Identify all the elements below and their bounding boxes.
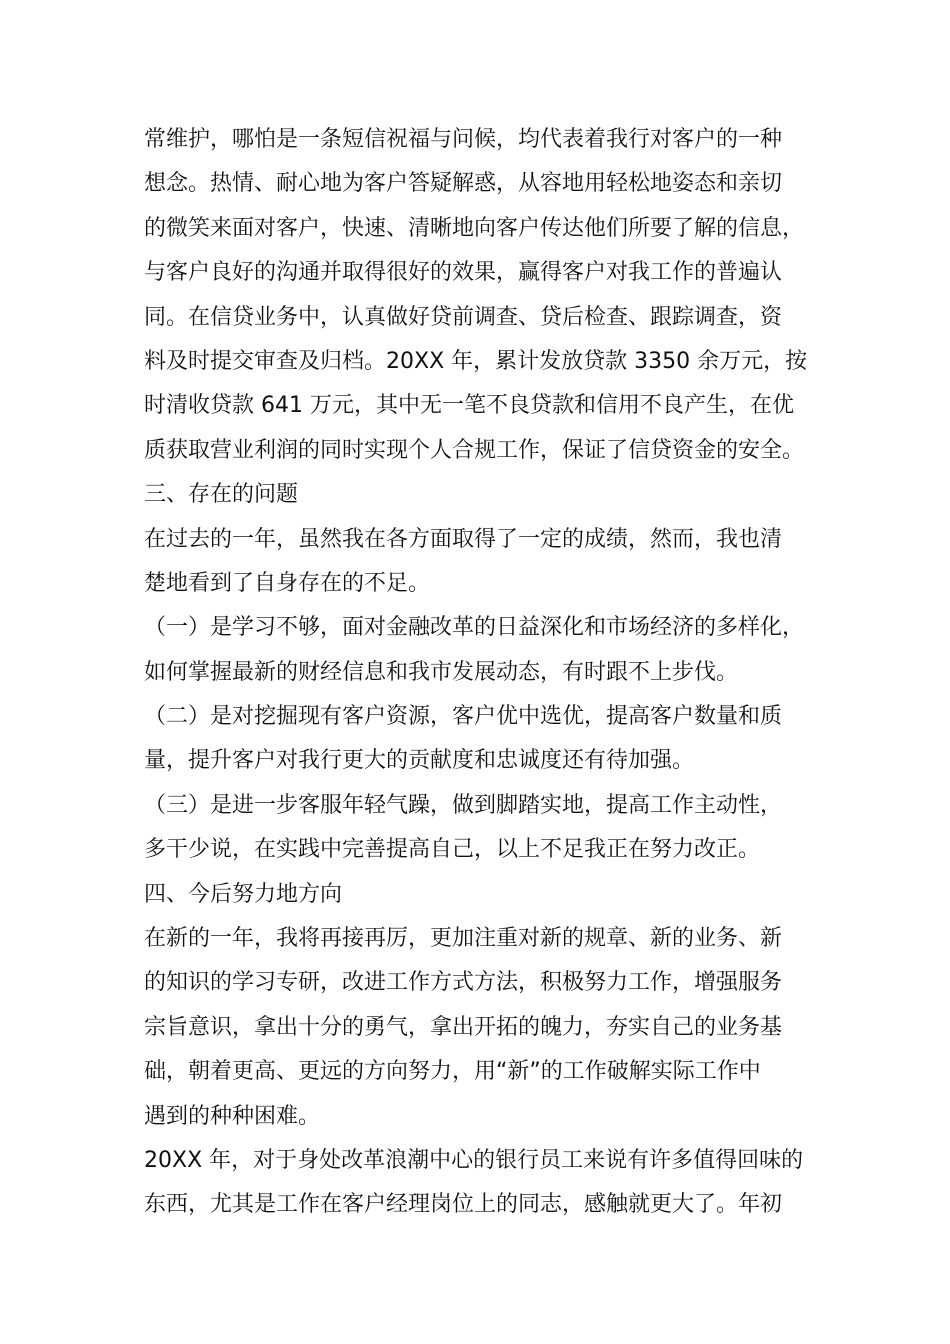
text-line: 常维护，哪怕是一条短信祝福与问候，均代表着我行对客户的一种: [144, 127, 783, 152]
text-line: 与客户良好的沟通并取得很好的效果，赢得客户对我工作的普遍认: [144, 260, 783, 286]
text-line: 时清收贷款 641 万元，其中无一笔不良贷款和信用不良产生，在优: [144, 393, 794, 419]
text-line: 楚地看到了自身存在的不足。: [144, 570, 431, 596]
text-line: 质获取营业利润的同时实现个人合规工作，保证了信贷资金的安全。: [144, 437, 805, 463]
text-line: 的微笑来面对客户，快速、清晰地向客户传达他们所要了解的信息，: [144, 215, 805, 241]
text-line: 东西，尤其是工作在客户经理岗位上的同志，感触就更大了。年初: [144, 1192, 783, 1218]
text-line: 如何掌握最新的财经信息和我市发展动态，有时跟不上步伐。: [144, 659, 739, 685]
document-body: [144, 118, 824, 1228]
text-line: 同。在信贷业务中，认真做好贷前调查、贷后检查、跟踪调查，资: [144, 304, 783, 330]
text-line: 宗旨意识，拿出十分的勇气，拿出开拓的魄力，夯实自己的业务基: [144, 1014, 783, 1040]
text-line: 量，提升客户对我行更大的贡献度和忠诚度还有待加强。: [144, 748, 695, 774]
text-line: 多干少说，在实践中完善提高自己，以上不足我正在努力改正。: [144, 837, 761, 863]
list-item: （三）是进一步客服年轻气躁，做到脚踏实地，提高工作主动性，: [144, 792, 783, 818]
text-line: 遇到的种种困难。: [144, 1103, 321, 1129]
section-heading: 四、今后努力地方向: [144, 881, 343, 907]
text-line: 20XX 年，对于身处改革浪潮中心的银行员工来说有许多值得回味的: [144, 1147, 804, 1173]
text-line: 的知识的学习专研，改进工作方式方法，积极努力工作，增强服务: [144, 970, 783, 996]
text-line: 在过去的一年，虽然我在各方面取得了一定的成绩，然而，我也清: [144, 526, 783, 552]
text-line: 料及时提交审查及归档。20XX 年，累计发放贷款 3350 余万元，按: [144, 348, 808, 374]
section-heading: 三、存在的问题: [144, 482, 299, 508]
text-line: 础，朝着更高、更远的方向努力，用“新”的工作破解实际工作中: [144, 1059, 761, 1085]
list-item: （一）是学习不够，面对金融改革的日益深化和市场经济的多样化，: [144, 615, 805, 641]
text-line: 在新的一年，我将再接再厉，更加注重对新的规章、新的业务、新: [144, 926, 783, 952]
list-item: （二）是对挖掘现有客户资源，客户优中选优，提高客户数量和质: [144, 704, 783, 730]
text-line: 想念。热情、耐心地为客户答疑解惑，从容地用轻松地姿态和亲切: [144, 171, 783, 197]
